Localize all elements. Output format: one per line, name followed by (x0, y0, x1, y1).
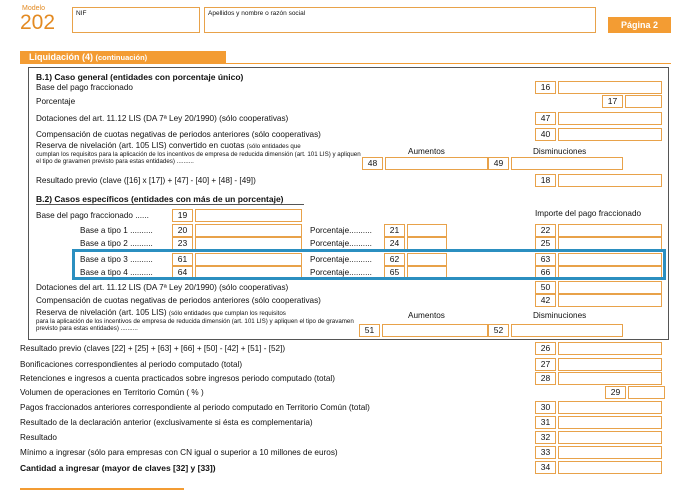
b1-dotaciones-input[interactable] (558, 112, 662, 125)
b2-aumentos-input[interactable] (382, 324, 488, 337)
b1-compensacion-input[interactable] (558, 128, 662, 141)
key-32: 32 (535, 431, 556, 444)
key-24: 24 (384, 237, 405, 250)
b2-row-base-input[interactable] (195, 224, 302, 237)
final-label: Retenciones e ingresos a cuenta practicados sobre ingresos periodo computado (total) (20, 374, 335, 383)
key-17: 17 (602, 95, 623, 108)
nif-field[interactable] (72, 7, 200, 33)
section-rule (20, 63, 671, 64)
final-input[interactable] (558, 446, 662, 459)
key-63: 63 (535, 253, 556, 266)
key-48: 48 (362, 157, 383, 170)
final-input[interactable] (558, 461, 662, 474)
key-18: 18 (535, 174, 556, 187)
key-65: 65 (384, 266, 405, 279)
b2-compensacion-label: Compensación de cuotas negativas de periodos anteriores (sólo cooperativas) (36, 296, 321, 305)
key-28: 28 (535, 372, 556, 385)
key-19: 19 (172, 209, 193, 222)
key-33: 33 (535, 446, 556, 459)
b1-dotaciones-label: Dotaciones del art. 11.12 LIS (DA 7ª Ley 20/1990) (sólo cooperativas) (36, 114, 289, 123)
key-26: 26 (535, 342, 556, 355)
b2-row-pct-label: Porcentaje.......... (310, 255, 372, 264)
b2-row-label: Base a tipo 3 .......... (80, 255, 153, 264)
b2-disminuciones-input[interactable] (511, 324, 623, 337)
section-title: Liquidación (4) (continuación) (20, 51, 226, 64)
final-label: Resultado de la declaración anterior (exclusivamente si ésta es complementaria) (20, 418, 313, 427)
key-40: 40 (535, 128, 556, 141)
final-input[interactable] (558, 431, 662, 444)
b2-base-input[interactable] (195, 209, 302, 222)
b1-reserva-label: Reserva de nivelación (art. 105 LIS) convertido en cuotas (sólo entidades que (36, 141, 301, 150)
b2-row-pct-label: Porcentaje.......... (310, 226, 372, 235)
key-31: 31 (535, 416, 556, 429)
nif-label: NIF (76, 10, 87, 17)
b2-title-rule (36, 204, 304, 205)
b1-aumentos-label: Aumentos (408, 147, 445, 156)
b2-title: B.2) Casos específicos (entidades con más de un porcentaje) (36, 194, 284, 204)
b2-disminuciones-label: Disminuciones (533, 311, 587, 320)
b1-base-label: Base del pago fraccionado (36, 83, 133, 92)
page-label: Página 2 (608, 17, 671, 33)
key-29: 29 (605, 386, 626, 399)
modelo-number: 202 (20, 11, 56, 34)
key-25: 25 (535, 237, 556, 250)
b2-row-label: Base a tipo 1 .......... (80, 226, 153, 235)
final-label: Mínimo a ingresar (sólo para empresas con CN igual o superior a 10 millones de euros) (20, 448, 338, 457)
key-64: 64 (172, 266, 193, 279)
final-label: Pagos fraccionados anteriores correspondiente al periodo computado en Territorio Común (total) (20, 403, 370, 412)
key-62: 62 (384, 253, 405, 266)
highlight-box (72, 249, 666, 280)
final-input[interactable] (628, 386, 665, 399)
final-label: Volumen de operaciones en Territorio Común ( % ) (20, 388, 204, 397)
final-label: Resultado (20, 433, 57, 442)
key-20: 20 (172, 224, 193, 237)
final-input[interactable] (558, 342, 662, 355)
b1-compensacion-label: Compensación de cuotas negativas de periodos anteriores (sólo cooperativas) (36, 130, 321, 139)
b1-title: B.1) Caso general (entidades con porcentaje único) (36, 72, 244, 82)
key-51: 51 (359, 324, 380, 337)
key-52: 52 (488, 324, 509, 337)
b2-base-label: Base del pago fraccionado ...... (36, 211, 149, 220)
key-21: 21 (384, 224, 405, 237)
key-22: 22 (535, 224, 556, 237)
final-label: Cantidad a ingresar (mayor de claves [32] y [33]) (20, 463, 216, 473)
b1-disminuciones-label: Disminuciones (533, 147, 587, 156)
b2-row-label: Base a tipo 4 .......... (80, 268, 153, 277)
b2-row-label: Base a tipo 2 .......... (80, 239, 153, 248)
key-61: 61 (172, 253, 193, 266)
final-label: Bonificaciones correspondientes al periodo computado (total) (20, 360, 243, 369)
b2-dotaciones-input[interactable] (558, 281, 662, 294)
b2-compensacion-input[interactable] (558, 294, 662, 307)
modelo-label: Modelo (22, 5, 45, 12)
b2-reserva-label: Reserva de nivelación (art. 105 LIS) (sólo entidades que cumplan los requisitos (36, 308, 286, 317)
key-30: 30 (535, 401, 556, 414)
b1-base-input[interactable] (558, 81, 662, 94)
name-label: Apellidos y nombre o razón social (208, 10, 306, 17)
key-47: 47 (535, 112, 556, 125)
b1-porcentaje-input[interactable] (625, 95, 662, 108)
key-50: 50 (535, 281, 556, 294)
b1-resultado-input[interactable] (558, 174, 662, 187)
key-16: 16 (535, 81, 556, 94)
key-23: 23 (172, 237, 193, 250)
b2-row-importe-input[interactable] (558, 224, 662, 237)
key-42: 42 (535, 294, 556, 307)
b1-disminuciones-input[interactable] (511, 157, 623, 170)
b1-resultado-label: Resultado previo (clave ([16] x [17]) + [47] - [40] + [48] - [49]) (36, 176, 256, 185)
b2-aumentos-label: Aumentos (408, 311, 445, 320)
b1-reserva-note: cumplan los requisitos para la aplicación de los incentivos de empresa de reducida dimensión (art. 101 LIS) y apliquen el tipo de gravamen previsto para estas entidades) .......... (36, 151, 361, 165)
final-input[interactable] (558, 401, 662, 414)
final-label: Resultado previo (claves [22] + [25] + [63] + [66] + [50] - [42] + [51] - [52]) (20, 344, 286, 353)
key-27: 27 (535, 358, 556, 371)
b2-dotaciones-label: Dotaciones del art. 11.12 LIS (DA 7ª Ley 20/1990) (sólo cooperativas) (36, 283, 289, 292)
final-input[interactable] (558, 358, 662, 371)
key-34: 34 (535, 461, 556, 474)
key-49: 49 (488, 157, 509, 170)
b1-aumentos-input[interactable] (385, 157, 488, 170)
key-66: 66 (535, 266, 556, 279)
bottom-rule (20, 488, 184, 490)
b2-reserva-note: para la aplicación de los incentivos de empresa de reducida dimensión (art. 101 LIS) y apliquen el tipo de gravamen previsto para estas entidades) .......... (36, 318, 354, 332)
b2-row-pct-label: Porcentaje.......... (310, 268, 372, 277)
b2-row-pct-label: Porcentaje.......... (310, 239, 372, 248)
b1-porcentaje-label: Porcentaje (36, 97, 76, 106)
final-input[interactable] (558, 416, 662, 429)
b2-row-pct-input[interactable] (407, 224, 447, 237)
final-input[interactable] (558, 372, 662, 385)
b2-importe-header: Importe del pago fraccionado (535, 209, 642, 218)
